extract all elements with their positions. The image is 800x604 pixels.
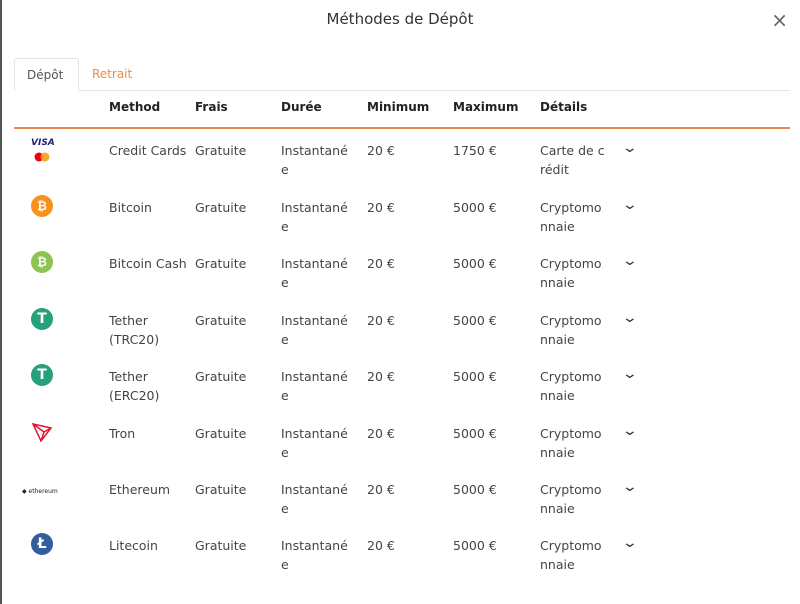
details: Cryptomonnaie bbox=[540, 482, 602, 516]
fee: Gratuite bbox=[195, 200, 247, 215]
details: Cryptomonnaie bbox=[540, 369, 602, 403]
fee: Gratuite bbox=[195, 426, 247, 441]
maximum: 5000 € bbox=[453, 426, 497, 441]
maximum: 5000 € bbox=[453, 482, 497, 497]
header-minimum: Minimum bbox=[367, 100, 430, 114]
header-maximum: Maximum bbox=[453, 100, 519, 114]
header-method: Method bbox=[109, 100, 161, 114]
header-details: Détails bbox=[540, 100, 588, 114]
details: Cryptomonnaie bbox=[540, 200, 602, 234]
minimum: 20 € bbox=[367, 426, 395, 441]
duration: Instantanée bbox=[281, 369, 348, 403]
duration: Instantanée bbox=[281, 482, 348, 516]
modal-title: Méthodes de Dépôt bbox=[326, 10, 474, 28]
minimum: 20 € bbox=[367, 313, 395, 328]
table-row[interactable] bbox=[0, 424, 800, 480]
header-underline bbox=[14, 127, 790, 129]
maximum: 1750 € bbox=[453, 143, 497, 158]
duration: Instantanée bbox=[281, 426, 348, 460]
chevron-down-icon[interactable]: ⌄ bbox=[621, 535, 639, 551]
header-duration: Durée bbox=[281, 100, 322, 114]
fee: Gratuite bbox=[195, 143, 247, 158]
duration: Instantanée bbox=[281, 313, 348, 347]
duration: Instantanée bbox=[281, 200, 348, 234]
chevron-down-icon[interactable]: ⌄ bbox=[621, 366, 639, 382]
table-row[interactable]: ₿ Bitcoin Gratuite Instantanée 20 € 5000 € Cryptomonnaie ⌄ bbox=[0, 198, 800, 254]
fee: Gratuite bbox=[195, 313, 247, 328]
method-name: Ethereum bbox=[109, 482, 171, 497]
header-fee: Frais bbox=[195, 100, 228, 114]
minimum: 20 € bbox=[367, 369, 395, 384]
minimum: 20 € bbox=[367, 482, 395, 497]
tab-depot[interactable]: Dépôt bbox=[14, 58, 79, 91]
minimum: 20 € bbox=[367, 256, 395, 271]
chevron-down-icon[interactable]: ⌄ bbox=[621, 479, 639, 495]
table-row[interactable]: T Tether (ERC20) Gratuite Instantanée 20 € 5000 € Cryptomonnaie ⌄ bbox=[0, 367, 800, 423]
chevron-down-icon[interactable]: ⌄ bbox=[621, 140, 639, 156]
method-name: Bitcoin bbox=[109, 200, 152, 215]
maximum: 5000 € bbox=[453, 369, 497, 384]
details: Cryptomonnaie bbox=[540, 426, 602, 460]
minimum: 20 € bbox=[367, 143, 395, 158]
method-name: Tether (ERC20) bbox=[109, 369, 160, 403]
maximum: 5000 € bbox=[453, 200, 497, 215]
maximum: 5000 € bbox=[453, 538, 497, 553]
fee: Gratuite bbox=[195, 369, 247, 384]
method-name: Credit Cards bbox=[109, 143, 187, 158]
details: Cryptomonnaie bbox=[540, 313, 602, 347]
duration: Instantanée bbox=[281, 256, 348, 290]
chevron-down-icon[interactable]: ⌄ bbox=[621, 253, 639, 269]
details: Cryptomonnaie bbox=[540, 538, 602, 572]
duration: Instantanée bbox=[281, 538, 348, 572]
details: Carte de crédit bbox=[540, 143, 605, 177]
minimum: 20 € bbox=[367, 538, 395, 553]
table-row[interactable]: T Tether (TRC20) Gratuite Instantanée 20 € 5000 € Cryptomonnaie ⌄ bbox=[0, 311, 800, 367]
duration: Instantanée bbox=[281, 143, 348, 177]
maximum: 5000 € bbox=[453, 256, 497, 271]
maximum: 5000 € bbox=[453, 313, 497, 328]
method-name: Tether (TRC20) bbox=[109, 313, 160, 347]
table-row[interactable]: ₿ Bitcoin Cash Gratuite Instantanée 20 € 5000 € Cryptomonnaie ⌄ bbox=[0, 254, 800, 310]
fee: Gratuite bbox=[195, 538, 247, 553]
details: Cryptomonnaie bbox=[540, 256, 602, 290]
chevron-down-icon[interactable]: ⌄ bbox=[621, 423, 639, 439]
chevron-down-icon[interactable]: ⌄ bbox=[621, 310, 639, 326]
tab-retrait[interactable]: Retrait bbox=[92, 67, 133, 81]
minimum: 20 € bbox=[367, 200, 395, 215]
method-name: Bitcoin Cash bbox=[109, 256, 187, 271]
chevron-down-icon[interactable]: ⌄ bbox=[621, 197, 639, 213]
table-row[interactable]: Ł Litecoin Gratuite Instantanée 20 € 5000 € Cryptomonnaie ⌄ bbox=[0, 536, 800, 592]
close-icon[interactable]: × bbox=[771, 8, 788, 32]
method-name: Tron bbox=[109, 426, 136, 441]
table-row[interactable]: ◆ ethereum Ethereum Gratuite Instantanée 20 € 5000 € Cryptomonnaie ⌄ bbox=[22, 479, 639, 516]
method-name: Litecoin bbox=[109, 538, 158, 553]
fee: Gratuite bbox=[195, 256, 247, 271]
table-row[interactable]: VISA Credit Cards Gratuite Instantanée 20 € 1750 € Carte de crédit ⌄ bbox=[31, 138, 639, 177]
fee: Gratuite bbox=[195, 482, 247, 497]
